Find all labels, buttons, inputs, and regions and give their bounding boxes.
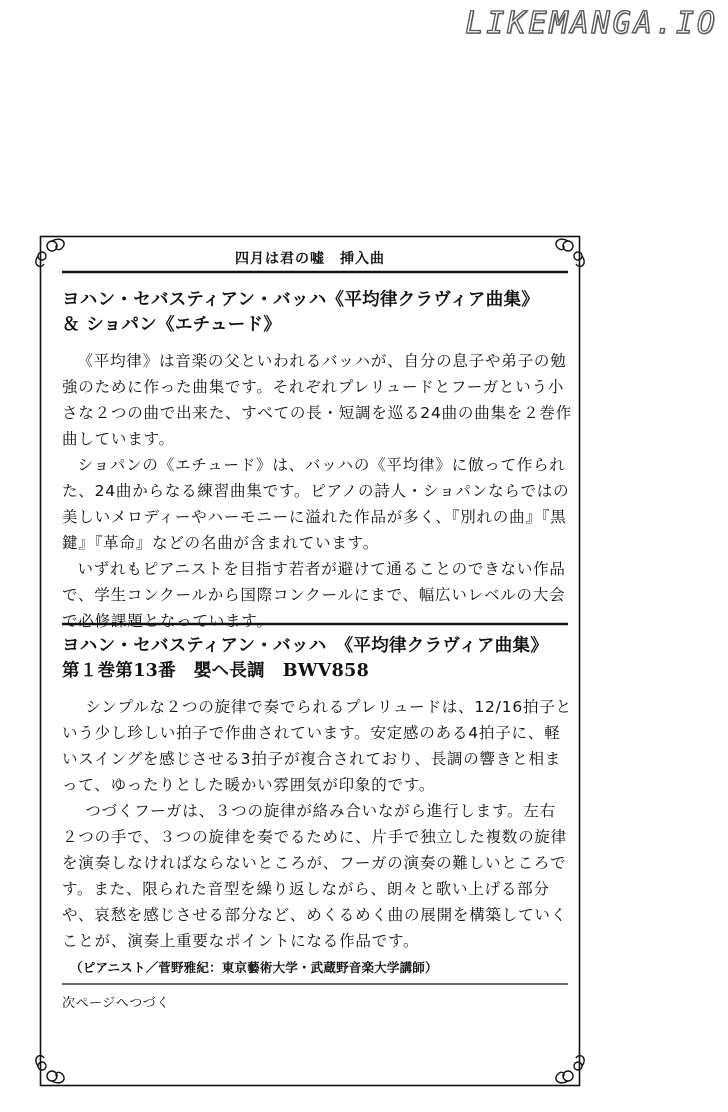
body-paragraph: ショパンの《エチュード》は、バッハの《平均律》に倣って作られた、24曲からなる練習曲集です。ピアノの詩人・ショパンならではの美しいメロディーやハーモニーに溢れた作品が多く、『別れの曲』『黒鍵』『革命』などの名曲が含まれています。 xyxy=(62,456,570,552)
section-heading xyxy=(62,634,572,684)
body-paragraph: いずれもピアニストを目指す若者が避けて通ることのできない作品で、学生コンクールから国際コンクールにまで、幅広いレベルの大会で必修課題となっています。 xyxy=(62,560,566,630)
section-body xyxy=(62,694,572,954)
body-paragraph: つづくフーガは、３つの旋律が絡み合いながら進行します。左右２つの手で、３つの旋律を奏でるために、片手で独立した複数の旋律を演奏しなければならないところが、フーガの演奏の難しいところです。また、限られた音型を繰り返しながら、朗々と歌い上げる部分や、哀愁を感じさせる部分など、めくるめく曲の展開を構築していくことが、演奏上重要なポイントになる作品です。 xyxy=(62,802,567,950)
section-heading-line1: ヨハン・セバスティアン・バッハ 《平均律クラヴィア曲集》 xyxy=(62,636,549,656)
site-watermark: LIKEMANGA.IO xyxy=(465,6,718,41)
section-body xyxy=(62,348,572,634)
section-heading-line2: 第１巻第13番 嬰ヘ長調 BWV858 xyxy=(62,661,370,681)
continued-next-page-note: 次ページへつづく xyxy=(62,996,170,1011)
panel-title: 四月は君の嘘 挿入曲 xyxy=(235,251,385,267)
section-bwv858 xyxy=(62,634,572,976)
body-paragraph: シンプルな２つの旋律で奏でられるプレリュードは、12/16拍子という少し珍しい拍子で作曲されています。安定感のある4拍子に、軽いスイングを感じさせる3拍子が複合されており、長調の響きと相まって、ゆったりとした暖かい雰囲気が印象的です。 xyxy=(62,698,572,794)
section-heading xyxy=(62,288,572,338)
section-heading-line2: ＆ ショパン《エチュード》 xyxy=(62,315,282,335)
author-credit: （ピアニスト／菅野雅紀：東京藝術大学・武蔵野音楽大学講師） xyxy=(70,960,438,975)
section-heading-line1: ヨハン・セバスティアン・バッハ《平均律クラヴィア曲集》 xyxy=(62,290,540,310)
body-paragraph: 《平均律》は音楽の父といわれるバッハが、自分の息子や弟子の勉強のために作った曲集です。それぞれプレリュードとフーガという小さな２つの曲で出来た、すべての長・短調を巡る24曲の曲集を２巻作曲しています。 xyxy=(62,352,573,448)
section-bach-chopin xyxy=(62,288,572,634)
insert-song-panel xyxy=(40,236,580,1086)
